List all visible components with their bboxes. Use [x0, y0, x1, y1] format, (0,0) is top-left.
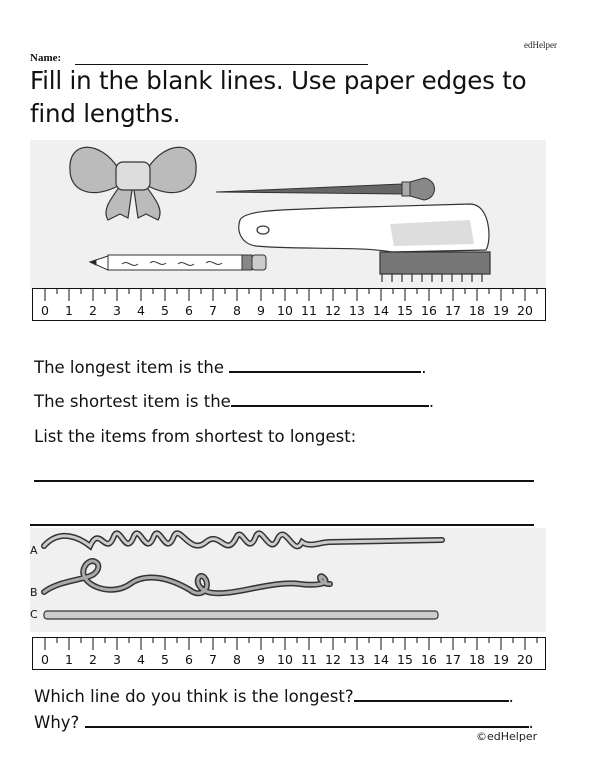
lines-illustration [30, 528, 546, 632]
line-label-c: C [30, 608, 38, 621]
ruler-label: 19 [493, 303, 509, 318]
question-why-text: Why? [34, 713, 80, 732]
longest-period: . [421, 358, 427, 377]
ruler-label: 14 [373, 652, 389, 667]
ruler-top [32, 288, 546, 321]
hairbrush-image [239, 204, 490, 282]
ruler-label: 7 [209, 303, 217, 318]
ruler-label: 8 [233, 303, 241, 318]
ruler-label: 0 [41, 652, 49, 667]
brand-top: edHelper [524, 40, 557, 50]
ruler-label: 8 [233, 652, 241, 667]
ruler-label: 14 [373, 303, 389, 318]
ruler-label: 1 [65, 303, 73, 318]
ruler-label: 4 [137, 652, 145, 667]
ruler-label: 16 [421, 652, 437, 667]
question-order: List the items from shortest to longest: [34, 427, 357, 446]
question-longest-line [34, 684, 514, 706]
ruler-label: 15 [397, 652, 413, 667]
ruler-label: 12 [325, 652, 341, 667]
instructions: Fill in the blank lines. Use paper edges to find lengths. [30, 66, 527, 128]
ruler-label: 15 [397, 303, 413, 318]
ruler-label: 9 [257, 303, 265, 318]
ruler-label: 17 [445, 303, 461, 318]
ruler-label: 16 [421, 303, 437, 318]
question-shortest [34, 389, 434, 411]
ruler-label: 17 [445, 652, 461, 667]
ruler-label: 2 [89, 652, 97, 667]
ruler-label: 5 [161, 652, 169, 667]
why-period: . [528, 713, 534, 732]
ruler-label: 20 [517, 303, 533, 318]
ruler-label: 19 [493, 652, 509, 667]
question-why [34, 710, 534, 732]
bow-image [70, 147, 196, 220]
longest-line-answer-blank[interactable] [354, 684, 509, 702]
objects-illustration [30, 140, 546, 290]
paintbrush-image [216, 178, 435, 200]
ruler-label: 13 [349, 652, 365, 667]
ruler-label: 18 [469, 652, 485, 667]
ruler-label: 3 [113, 303, 121, 318]
line-label-a: A [30, 544, 38, 557]
ruler-label: 7 [209, 652, 217, 667]
line-label-b: B [30, 586, 38, 599]
ruler-label: 5 [161, 303, 169, 318]
ruler-label: 10 [277, 303, 293, 318]
shortest-period: . [428, 392, 435, 411]
ruler-label: 0 [41, 303, 49, 318]
longest-answer-blank[interactable] [229, 355, 421, 373]
ruler-label: 20 [517, 652, 533, 667]
ruler-label: 18 [469, 303, 485, 318]
ruler-label: 6 [185, 652, 193, 667]
copyright: ©edHelper [476, 730, 538, 743]
ruler-label: 4 [137, 303, 145, 318]
ruler-label: 2 [89, 303, 97, 318]
name-label: Name: [30, 52, 62, 64]
ruler-label: 3 [113, 652, 121, 667]
ruler-label: 10 [277, 652, 293, 667]
ruler-label: 9 [257, 652, 265, 667]
question-longest-line-text: Which line do you think is the longest? [34, 687, 354, 706]
order-answer-line-1[interactable] [34, 480, 534, 482]
question-longest [34, 355, 427, 377]
question-longest-text: The longest item is the [34, 358, 225, 377]
why-answer-blank[interactable] [85, 710, 529, 728]
line-c [44, 611, 438, 619]
shortest-answer-blank[interactable] [231, 389, 429, 407]
ruler-label: 11 [301, 652, 317, 667]
pencil-image [90, 255, 266, 270]
ruler-label: 1 [65, 652, 73, 667]
longest-line-period: . [508, 687, 514, 706]
ruler-label: 13 [349, 303, 365, 318]
question-shortest-text: The shortest item is the [34, 392, 231, 411]
ruler-label: 11 [301, 303, 317, 318]
order-answer-line-2[interactable] [30, 524, 534, 526]
ruler-label: 6 [185, 303, 193, 318]
ruler-label: 12 [325, 303, 341, 318]
ruler-bottom [32, 637, 546, 670]
